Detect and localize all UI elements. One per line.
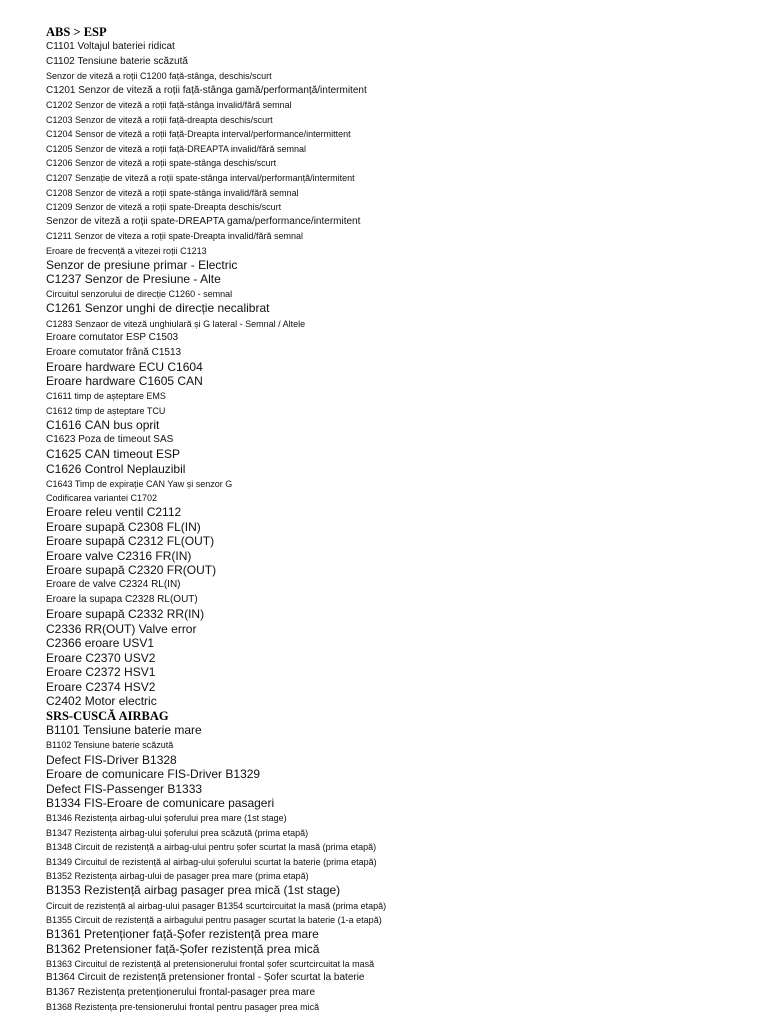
fault-code-line: C2366 eroare USV1	[46, 636, 155, 651]
fault-code-line: Eroare supapă C2312 FL(OUT)	[46, 534, 215, 549]
fault-code-line: Eroare supapă C2308 FL(IN)	[46, 519, 201, 534]
section-heading: ABS > ESP	[46, 25, 107, 39]
fault-code-line: Eroare supapă C2332 RR(IN)	[46, 607, 205, 621]
section-heading: SRS-CUSCĂ AIRBAG	[46, 708, 169, 723]
fault-code-line: B1355 Circuit de rezistență a airbagului pentru pasager scurtat la baterie (1-a etapă)	[46, 915, 382, 926]
fault-code-line: B1368 Rezistența pre-tensionerului frontal pentru pasager prea mică	[46, 1002, 320, 1013]
fault-code-line: C1206 Senzor de viteză a roții spate-stânga deschis/scurt	[46, 158, 277, 169]
fault-code-line: C1643 Timp de expirație CAN Yaw și senzor G	[46, 478, 233, 489]
fault-code-line: B1364 Circuit de rezistență pretensioner frontal - Șofer scurtat la baterie	[46, 972, 365, 984]
fault-code-line: C1204 Sensor de viteză a roții față-Dreapta interval/performance/intermittent	[46, 129, 351, 140]
fault-code-line: C1612 timp de așteptare TCU	[46, 405, 166, 416]
fault-code-line: C1202 Senzor de viteză a roții față-stânga invalid/fără semnal	[46, 100, 292, 111]
fault-code-line: Eroare de frecvență a vitezei roții C1213	[46, 245, 207, 256]
fault-code-line: C1283 Senzaor de viteză unghiulară și G lateral - Semnal / Altele	[46, 318, 306, 329]
fault-code-line: B1347 Rezistența airbag-ului șoferului prea scăzută (prima etapă)	[46, 827, 309, 838]
fault-code-line: C1208 Senzor de viteză a roții spate-stânga invalid/fără semnal	[46, 187, 299, 198]
fault-code-line: Eroare supapă C2320 FR(OUT)	[46, 563, 217, 578]
fault-code-line: B1363 Circuitul de rezistență al pretensionerului frontal șofer scurtcircuitat la masă	[46, 958, 375, 969]
fault-code-line: Codificarea variantei C1702	[46, 493, 158, 504]
fault-code-line: Eroare de valve C2324 RL(IN)	[46, 579, 181, 591]
fault-code-line: Eroare C2370 USV2	[46, 650, 156, 665]
fault-code-line: Eroare comutator frână C1513	[46, 346, 182, 358]
fault-code-line: C1211 Senzor de viteza a roții spate-Dreapta invalid/fără semnal	[46, 231, 303, 242]
fault-code-line: B1367 Rezistența pretenționerului frontal-pasager prea mare	[46, 986, 316, 998]
fault-code-line: Senzor de presiune primar - Electric	[46, 257, 238, 272]
fault-code-line: Senzor de viteză a roții C1200 față-stânga, deschis/scurt	[46, 71, 272, 82]
fault-code-line: Eroare valve C2316 FR(IN)	[46, 548, 192, 563]
fault-code-line: B1346 Rezistența airbag-ului șoferului prea mare (1st stage)	[46, 813, 287, 824]
fault-code-line: C1626 Control Neplauzibil	[46, 461, 186, 476]
fault-code-line: C1611 timp de așteptare EMS	[46, 391, 166, 402]
fault-code-line: C1237 Senzor de Presiune - Alte	[46, 272, 221, 287]
fault-code-line: C1203 Senzor de viteză a roții față-dreapta deschis/scurt	[46, 114, 273, 125]
fault-code-line: Eroare C2374 HSV2	[46, 679, 156, 694]
fault-code-line: B1361 Pretenționer față-Șofer rezistență prea mare	[46, 927, 319, 942]
fault-code-line: C2336 RR(OUT) Valve error	[46, 621, 197, 636]
fault-code-line: B1102 Tensiune baterie scăzută	[46, 740, 174, 751]
fault-code-line: C1102 Tensiune baterie scăzută	[46, 55, 188, 67]
fault-code-line: Eroare la supapa C2328 RL(OUT)	[46, 593, 198, 605]
fault-code-line: C1625 CAN timeout ESP	[46, 446, 181, 461]
fault-code-line: C1623 Poza de timeout SAS	[46, 433, 174, 445]
fault-code-line: C1209 Senzor de viteză a roții spate-Dreapta deschis/scurt	[46, 202, 282, 213]
fault-code-line: B1101 Tensiune baterie mare	[46, 723, 202, 738]
fault-code-line: Defect FIS-Passenger B1333	[46, 781, 203, 796]
fault-code-line: Circuitul senzorului de direcție C1260 - semnal	[46, 289, 233, 300]
fault-code-line: C2402 Motor electric	[46, 694, 157, 709]
fault-code-line: C1261 Senzor unghi de direcție necalibrat	[46, 301, 270, 316]
fault-code-line: Defect FIS-Driver B1328	[46, 752, 177, 767]
fault-code-line: B1362 Pretensioner față-Șofer rezistență prea mică	[46, 941, 320, 956]
fault-code-line: C1616 CAN bus oprit	[46, 417, 160, 432]
fault-code-line: C1205 Senzor de viteză a roții față-DREAPTA invalid/fără semnal	[46, 143, 306, 154]
fault-code-line: B1352 Rezistența airbag-ului de pasager prea mare (prima etapă)	[46, 871, 309, 882]
fault-code-line: B1334 FIS-Eroare de comunicare pasageri	[46, 796, 275, 811]
fault-code-line: Eroare hardware C1605 CAN	[46, 374, 203, 389]
fault-code-line: Eroare de comunicare FIS-Driver B1329	[46, 767, 261, 782]
fault-code-line: Senzor de viteză a roții spate-DREAPTA gama/performance/intermitent	[46, 215, 361, 227]
fault-code-line: B1348 Circuit de rezistență a airbag-ului pentru șofer scurtat la masă (prima etapă)	[46, 842, 377, 853]
fault-code-line: C1201 Senzor de viteză a roții față-stânga gamă/performanță/intermitent	[46, 84, 367, 96]
fault-code-line: C1101 Voltajul bateriei ridicat	[46, 41, 175, 53]
fault-code-line: Eroare releu ventil C2112	[46, 505, 182, 520]
fault-code-line: Eroare C2372 HSV1	[46, 665, 156, 680]
fault-code-line: Circuit de rezistență al airbag-ului pasager B1354 scurtcircuitat la masă (prima etapă)	[46, 900, 387, 911]
fault-code-line: B1349 Circuitul de rezistență al airbag-ului șoferului scurtat la baterie (prima etapă)	[46, 856, 377, 867]
fault-code-line: Eroare hardware ECU C1604	[46, 359, 203, 374]
fault-code-line: Eroare comutator ESP C1503	[46, 332, 179, 344]
fault-code-line: C1207 Senzație de viteză a roții spate-stânga interval/performanță/intermitent	[46, 173, 355, 183]
fault-code-line: B1353 Rezistență airbag pasager prea mică (1st stage)	[46, 883, 341, 898]
